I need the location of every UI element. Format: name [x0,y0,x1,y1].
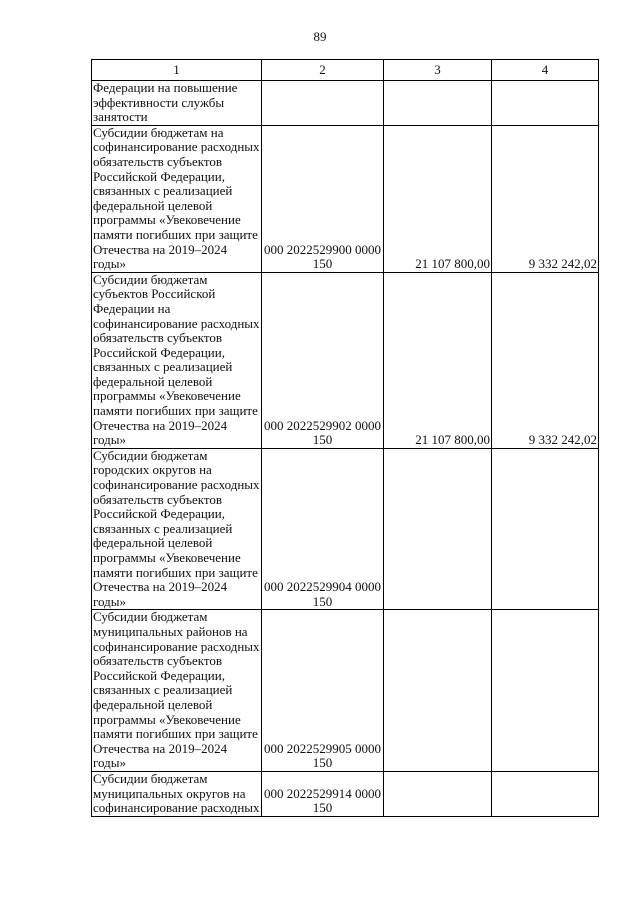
row-description [92,272,262,448]
row-code [262,125,384,272]
row-col3-value [384,610,492,772]
column-header-3: 3 [384,60,492,81]
table-row [92,771,599,816]
row-col4-value: 9 332 242,02 [492,272,599,448]
row-code-text: 000 2022529904 0000 150 [264,579,381,609]
row-col4-value [492,610,599,772]
row-description [92,448,262,610]
row-col3-value [384,771,492,816]
row-description-text: Субсидии бюджетам городских округов на софинансирование расходных обязательств субъектов Российской Федерации, связанных с реализацией федеральной целевой программы «Увековечение памяти погибших при защите Отечества на 2019–2024 годы» [93,447,260,609]
row-col3-value [384,448,492,610]
row-description-text: Субсидии бюджетам на софинансирование расходных обязательств субъектов Российской Федерации, связанных с реализацией федеральной целевой программы «Увековечение памяти погибших при защите Отечества на 2019–2024 годы» [93,124,260,272]
row-code [262,448,384,610]
row-col4-value [492,771,599,816]
row-description-text: Субсидии бюджетам муниципальных округов на софинансирование расходных [93,770,260,816]
row-description [92,125,262,272]
page-number: 89 [313,29,327,44]
row-code-text: 000 2022529905 0000 150 [264,740,381,771]
row-description-text: Субсидии бюджетам субъектов Российской Федерации на софинансирование расходных обязательств субъектов Российской Федерации, связанных с реализацией федеральной целевой программы «Увековечение памяти погибших при защите Отечества на 2019–2024 годы» [93,271,260,448]
column-header-1: 1 [92,60,262,81]
row-code-text: 000 2022529914 0000 150 [264,785,381,816]
row-code [262,81,384,126]
row-code [262,771,384,816]
row-description-text: Федерации на повышение эффективности службы занятости [93,80,238,125]
table-row [92,448,599,610]
row-code [262,610,384,772]
table-row [92,125,599,272]
row-col4-value [492,81,599,126]
table-row [92,272,599,448]
row-code-text: 000 2022529902 0000 150 [264,417,381,448]
budget-table [91,59,599,817]
table-header-row [92,60,599,81]
row-code-text: 000 2022529900 0000 150 [264,241,381,272]
row-description [92,771,262,816]
column-header-2: 2 [262,60,384,81]
table-row [92,81,599,126]
column-header-4: 4 [492,60,599,81]
table-row [92,610,599,772]
row-description [92,610,262,772]
row-code [262,272,384,448]
row-col4-value [492,448,599,610]
row-col4-value: 9 332 242,02 [492,125,599,272]
row-col3-value: 21 107 800,00 [384,125,492,272]
row-description-text: Субсидии бюджетам муниципальных районов на софинансирование расходных обязательств субъектов Российской Федерации, связанных с реализацией федеральной целевой программы «Увековечение памяти погибших при защите Отечества на 2019–2024 годы» [93,609,260,771]
row-col3-value [384,81,492,126]
row-description [92,81,262,126]
row-col3-value: 21 107 800,00 [384,272,492,448]
